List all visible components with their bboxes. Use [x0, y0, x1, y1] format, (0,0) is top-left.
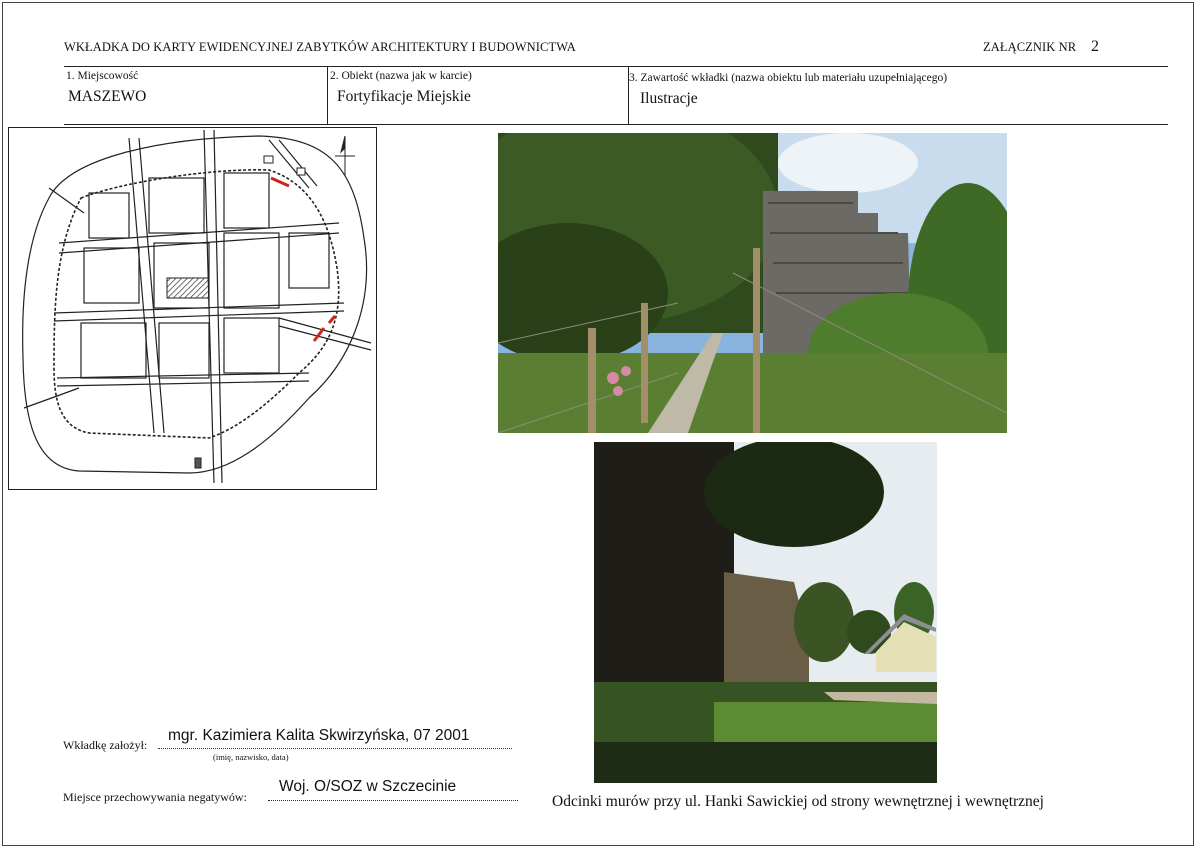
photo-caption: Odcinki murów przy ul. Hanki Sawickiej od strony wewnętrznej i wewnętrznej: [552, 793, 1044, 810]
field-divider-1: [327, 66, 328, 124]
author-value: mgr. Kazimiera Kalita Skwirzyńska, 07 2001: [168, 727, 470, 744]
author-hint: (imię, nazwisko, data): [213, 752, 289, 762]
location-value: MASZEWO: [68, 88, 147, 105]
attachment-label: ZAŁĄCZNIK NR: [983, 40, 1077, 54]
object-label: 2. Obiekt (nazwa jak w karcie): [330, 70, 472, 82]
photo-wall-exterior: [594, 442, 937, 783]
object-value: Fortyfikacje Miejskie: [337, 88, 471, 105]
photo-wall-path: [498, 133, 1007, 433]
church-icon: [167, 278, 209, 298]
storage-value: Woj. O/SOZ w Szczecinie: [279, 778, 457, 795]
content-label: 3. Zawartość wkładki (nazwa obiektu lub materiału uzupełniającego): [629, 72, 948, 84]
storage-dotted-line: [268, 800, 518, 801]
author-label: Wkładkę założył:: [63, 738, 148, 752]
header-rule-bottom: [64, 124, 1168, 125]
header-rule-top: [64, 66, 1168, 67]
north-arrow-icon: [335, 136, 355, 176]
location-label: 1. Miejscowość: [66, 70, 139, 82]
town-plan-map: [8, 127, 377, 490]
content-value: Ilustracje: [640, 90, 698, 107]
attachment-number: 2: [1091, 38, 1099, 55]
storage-label: Miejsce przechowywania negatywów:: [63, 790, 247, 804]
document-title: WKŁADKA DO KARTY EWIDENCYJNEJ ZABYTKÓW ARCHITEKTURY I BUDOWNICTWA: [64, 40, 576, 54]
author-dotted-line: [158, 748, 512, 749]
